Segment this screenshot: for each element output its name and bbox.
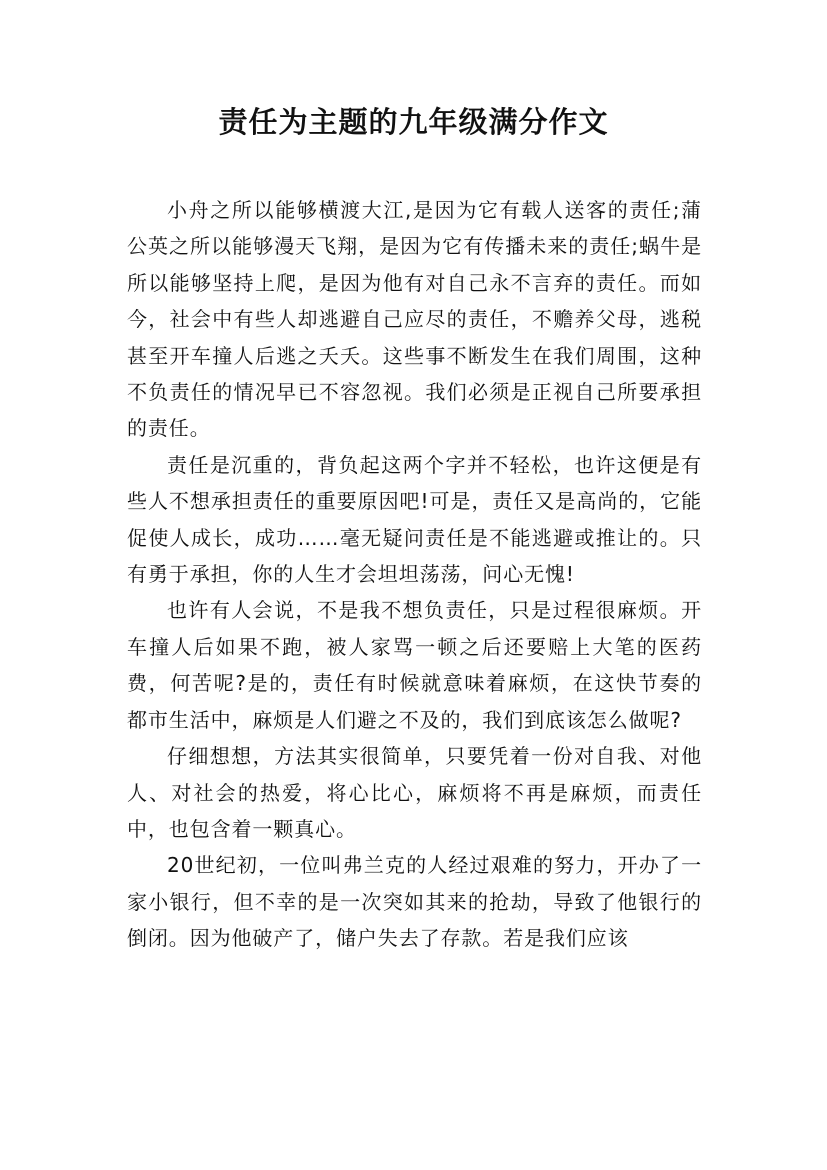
paragraph-1: 小舟之所以能够横渡大江,是因为它有载人送客的责任;蒲公英之所以能够漫天飞翔，是因为它有传播未来的责任;蜗牛是所以能够坚持上爬，是因为他有对自己永不言弃的责任。而如今，社会中有些人却逃避自己应尽的责任，不赡养父母，逃税甚至开车撞人后逃之夭夭。这些事不断发生在我们周围，这种不负责任的情况早已不容忽视。我们必须是正视自己所要承担的责任。 [127,198,702,441]
paragraph-2: 责任是沉重的，背负起这两个字并不轻松，也许这便是有些人不想承担责任的重要原因吧!可是，责任又是高尚的，它能促使人成长，成功……毫无疑问责任是不能逃避或推让的。只有勇于承担，你的人生才会坦坦荡荡，问心无愧! [127,452,702,587]
essay-body [127,192,702,957]
document-title: 责任为主题的九年级满分作文 [218,105,609,139]
paragraph-4: 仔细想想，方法其实很简单，只要凭着一份对自我、对他人、对社会的热爱，将心比心，麻烦将不再是麻烦，而责任中，也包含着一颗真心。 [127,744,702,841]
paragraph-5: 20世纪初，一位叫弗兰克的人经过艰难的努力，开办了一家小银行，但不幸的是一次突如其来的抢劫，导致了他银行的倒闭。因为他破产了，储户失去了存款。若是我们应该 [127,853,702,951]
paragraph-3: 也许有人会说，不是我不想负责任，只是过程很麻烦。开车撞人后如果不跑，被人家骂一顿之后还要赔上大笔的医药费，何苦呢?是的，责任有时候就意味着麻烦，在这快节奏的都市生活中，麻烦是人们避之不及的，我们到底该怎么做呢? [127,598,702,732]
